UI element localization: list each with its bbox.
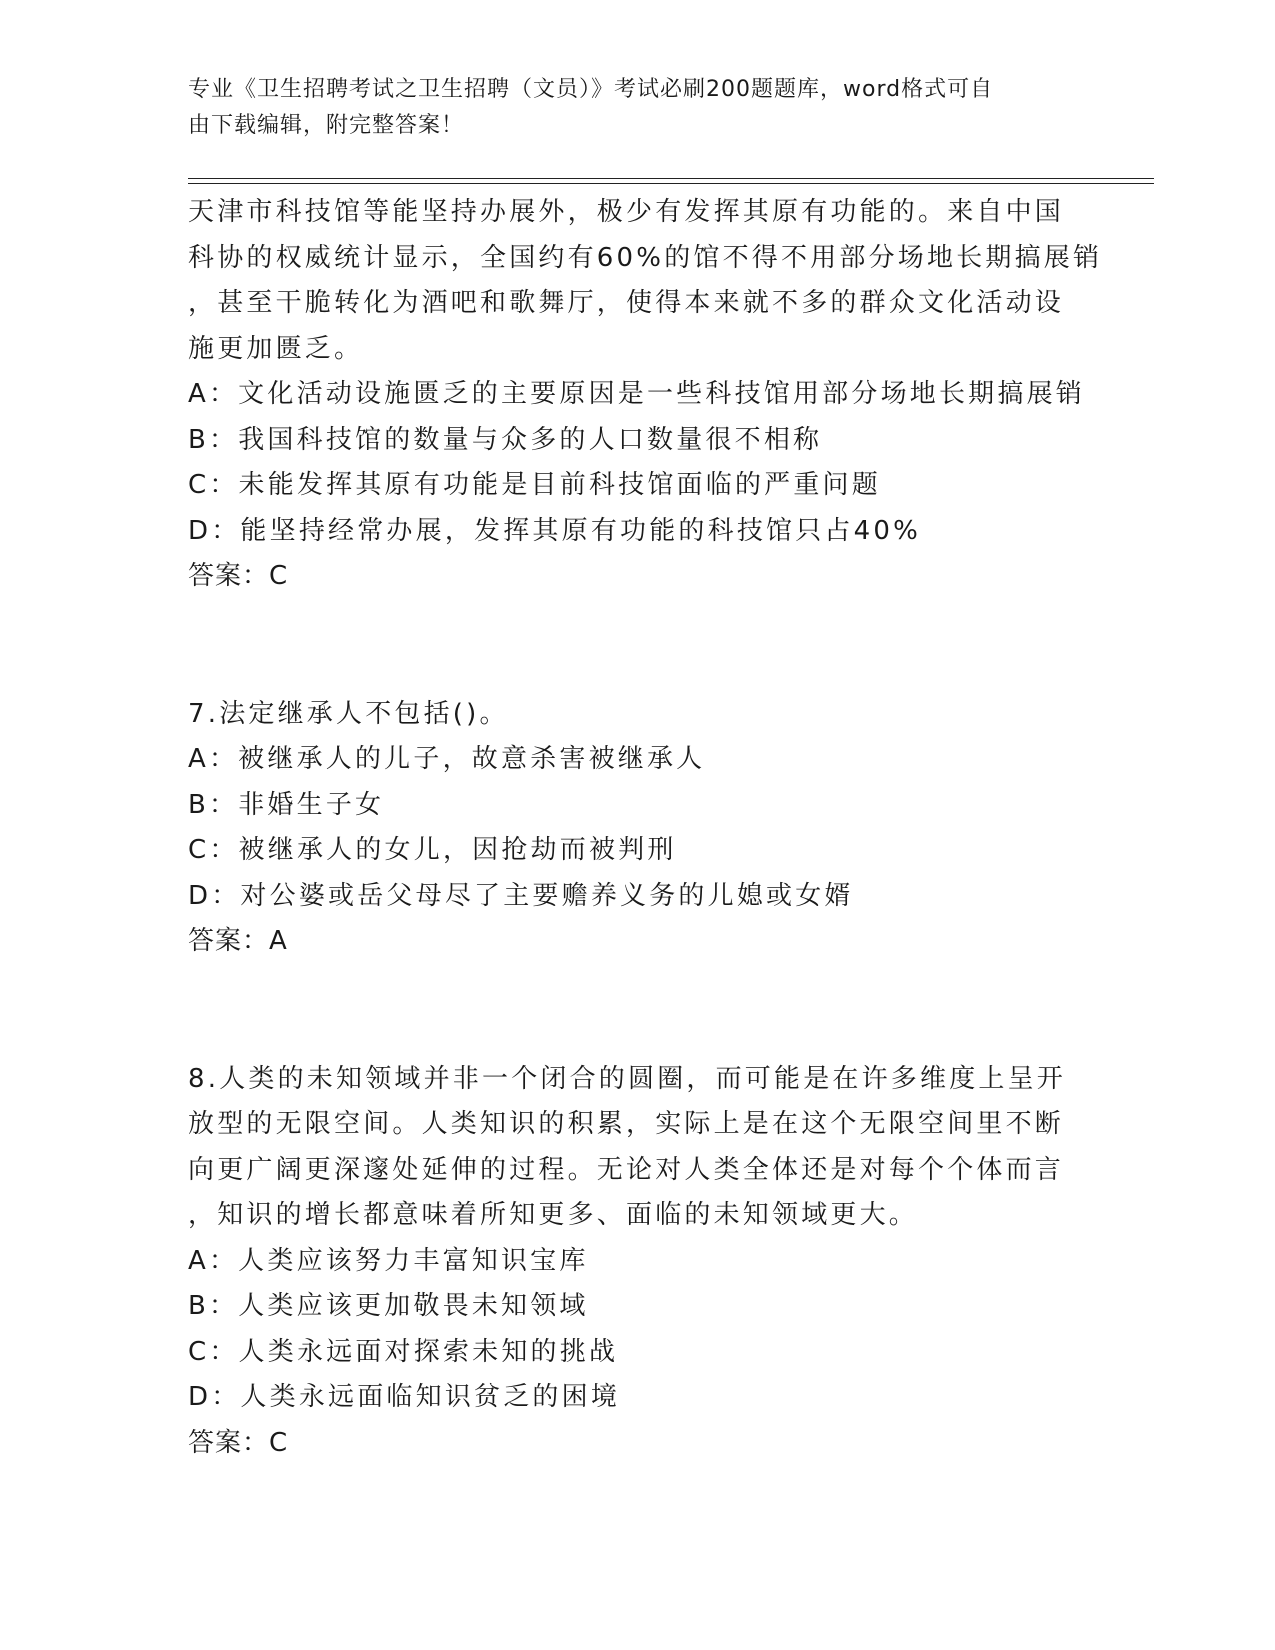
question-text-line: 7.法定继承人不包括()。	[188, 698, 509, 729]
question-text-line: 施更加匮乏。	[188, 333, 364, 364]
option-a: A：文化活动设施匮乏的主要原因是一些科技馆用部分场地长期搞展销	[188, 379, 1085, 409]
document-body	[188, 190, 1103, 1466]
option-a: A：人类应该努力丰富知识宝库	[188, 1245, 589, 1276]
option-a: A：被继承人的儿子，故意杀害被继承人	[188, 744, 706, 774]
option-c: C：人类永远面对探索未知的挑战	[188, 1336, 619, 1367]
question-text-line: 放型的无限空间。人类知识的积累，实际上是在这个无限空间里不断	[188, 1109, 1065, 1139]
answer: 答案：C	[188, 561, 289, 591]
question-8	[188, 1057, 1088, 1467]
spacer	[188, 600, 1088, 692]
header-rule-top	[188, 178, 1154, 179]
question-text-line: 向更广阔更深邃处延伸的过程。无论对人类全体还是对每个个体而言	[188, 1154, 1065, 1185]
header-line-1: 专业《卫生招聘考试之卫生招聘（文员）》考试必刷200题题库，word格式可自	[188, 77, 994, 102]
question-text-line: ，甚至干脆转化为酒吧和歌舞厅，使得本来就不多的群众文化活动设	[188, 288, 1065, 318]
question-text-line: 天津市科技馆等能坚持办展外，极少有发挥其原有功能的。来自中国	[188, 197, 1065, 227]
option-b: B：人类应该更加敬畏未知领域	[188, 1291, 589, 1321]
option-b: B：非婚生子女	[188, 789, 385, 820]
answer: 答案：C	[188, 1427, 289, 1458]
question-6	[188, 190, 1103, 600]
option-d: D：对公婆或岳父母尽了主要赡养义务的儿媳或女婿	[188, 880, 854, 911]
option-d: D：能坚持经常办展，发挥其原有功能的科技馆只占40%	[188, 515, 922, 546]
answer: 答案：A	[188, 926, 288, 956]
option-b: B：我国科技馆的数量与众多的人口数量很不相称	[188, 424, 823, 455]
question-text-line: ，知识的增长都意味着所知更多、面临的未知领域更大。	[188, 1200, 919, 1230]
document-header	[188, 72, 1068, 144]
question-text-line: 科协的权威统计显示，全国约有60%的馆不得不用部分场地长期搞展销	[188, 242, 1103, 273]
question-text-line: 8.人类的未知领域并非一个闭合的圆圈，而可能是在许多维度上呈开	[188, 1063, 1067, 1094]
option-d: D：人类永远面临知识贫乏的困境	[188, 1382, 621, 1412]
option-c: C：未能发挥其原有功能是目前科技馆面临的严重问题	[188, 470, 881, 500]
spacer	[188, 965, 1088, 1057]
header-rule-bottom	[188, 183, 1154, 184]
question-7	[188, 692, 1088, 965]
option-c: C：被继承人的女儿，因抢劫而被判刑	[188, 835, 677, 865]
header-line-2: 由下载编辑，附完整答案！	[188, 113, 465, 138]
